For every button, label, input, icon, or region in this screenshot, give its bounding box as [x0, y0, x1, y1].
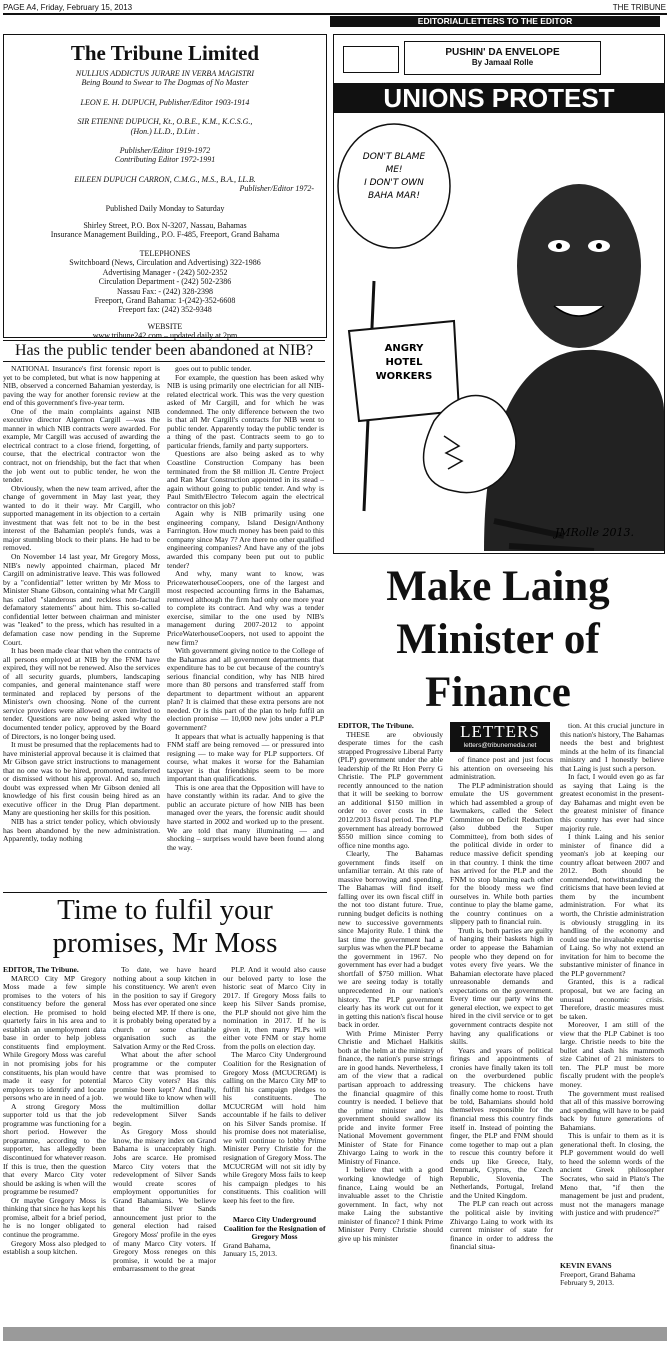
moss-column-2	[113, 966, 216, 1278]
paragraph: Gregory Moss also pledged to establish a soup kitchen.	[3, 1238, 106, 1257]
paragraph: Questions are also being asked as to why Coastline Construction Company has been terminated from the $8 million JL Centre Project and Ran Mar Construction appointed in its stead – again without going to public tender. And why is Paul Smith/Electro Telecom again the electrical contractor on this job?	[167, 449, 324, 510]
moss-date: January 15, 2013.	[223, 1249, 277, 1259]
strip-title: PUSHIN' DA ENVELOPE	[445, 47, 560, 58]
paragraph: EDITOR, The Tribune.	[338, 722, 414, 730]
paragraph: goes out to public tender.	[175, 365, 252, 373]
paragraph: tion. At this crucial juncture in this nation's history, The Bahamas needs the best and brightest minds at the helm of its financial ministry and I honestly believe that Laing is just such a person.	[560, 722, 664, 773]
moss-place: Grand Bahama,	[223, 1240, 271, 1250]
paragraph: With Prime Minister Perry Christie and Michael Halkitis both at the helm at the ministry of finance, the nation's purse strings are in good hands. Nevertheless, I am of the view that a radical partisan approach to addressing the financial quagmire of this country is needed. I believe that the prime minister and his government should swallow its pride and invite former Free National Movement government Minister of State for Finance Zhivargo Laing to work in the Ministry of Finance.	[338, 1028, 443, 1166]
paragraph: With government giving notice to the College of the Bahamas and all government departments that expenditure has to be cut because of the country's serious financial condition, why has NIB hired more than 80 persons and transferred staff from department to department without an apparent plan? It is claimed that these extra persons are not needed. Or is this part of the plan to help fulfil an election promise — 10,000 new jobs under a PLP government?	[167, 646, 324, 732]
laing-signer: KEVIN EVANS	[560, 1262, 612, 1270]
moss-signature	[223, 1216, 326, 1259]
paragraph: Moreover, I am still of the view that the PLP Cabinet is too large. Christie needs to bite the bullet and slash his mammoth size Cabinet of 21 ministers to ten. The PLP must be more fiscally prudent with the people's money.	[560, 1020, 664, 1089]
paragraph: The Marco City Underground Coalition for the Resignation of Gregory Moss (MCUCRGM) is calling on the Marco City MP to fulfill his campaign pledges to his constituents. The MCUCRGM will hold him accountable if he fails to deliver on his Silver Sands promise. If his promise does not materialise, we will continue to lobby Prime Minister Perry Christie for the resignation of Gregory Moss. The MCUCRGM will not sit idly by while Gregory Moss fails to keep his campaign pledges to his constituents. This coalition will keep his feet to the fire.	[223, 1050, 326, 1205]
paragraph: The PLP administration should emulate the US government which had assembled a group of lawmakers, called the Select Committee on Deficit Reduction (also dubbed the Super Committee), from both sides of the political divide in order to reduce massive deficit spending in that country. I think the time has arrived for the PLP and the FNM to stop blaming each other for the bloody mess we find ourselves in. While both parties continue to play the blame game, the country continues on a slippery path to financial ruin.	[450, 780, 553, 927]
paragraph: This is one area that the Opposition will have to have constantly within its radar. And to give the public an accurate picture of how NIB has been managed over the years, the forensic audit should have started in 2002 and worked up to the present. We are told that many illuminating — and shocking – surprises would have been found along the way.	[167, 782, 324, 852]
phone-line: Freeport fax: (242) 352-9348	[118, 305, 212, 315]
masthead-eileen-role: Publisher/Editor 1972-	[239, 184, 314, 194]
editorial-column-1	[3, 365, 160, 885]
laing-signature	[560, 1262, 664, 1288]
editorial-rule-bottom	[3, 361, 325, 362]
paragraph: A strong Gregory Moss supporter told us that the job programme was functioning for a short period. However the programme, according to the supporter, has allegedly been discontinued for whatever reason. If this is true, then the question that every Marco City voter should be asking is when will the programme be resumed?	[3, 1101, 106, 1197]
laing-headline-line-2: Minister of	[396, 616, 600, 663]
moss-headline-line-1: Time to fulfil your	[57, 894, 273, 926]
paragraph: I think Laing and his senior minister of finance did a yeoman's job at keeping our country afloat between 2007 and 2012. Both should be commended, notwithstanding the criticisms that have been levied at them by the incumbent administration. For what its worth, the Christie administration is obviously struggling in its handling of the economy and could use the invaluable expertise of Laing. So why not extend an invitation for him to become the substantive minister of finance in the PLP government?	[560, 832, 664, 978]
top-rule	[3, 13, 667, 15]
paragraph: This is unfair to them as it is generational theft. In closing, the PLP government would do well to heed the solemn words of the ancient Greek philosopher Socrates, who said in Plato's The Meno that, "if then the management be just and prudent, must not the managers manage with justice and with prudence?"	[560, 1131, 664, 1218]
laing-place: Freeport, Grand Bahama	[560, 1269, 636, 1279]
paragraph: As Gregory Moss should know, the misery index on Grand Bahama is unacceptably high. Jobs are scarce. He promised Marco City voters that the redevelopment of Silver Sands would create scores of employment opportunities for Grand Bahamians. We believe that the Silver Sands announcement just prior to the general election had raised Gregory Moss' profile in the eyes of many Marco City voters. If Gregory Moss reneges on this promise, it would be a major embarrassment to the great	[113, 1127, 216, 1274]
masthead-eileen: EILEEN DUPUCH CARRON, C.M.G., M.S., B.A., LL.B.	[74, 174, 256, 184]
phone-line: Advertising Manager - (242) 502-2352	[102, 267, 228, 277]
letters-box-title: LETTERS	[460, 722, 540, 741]
paragraph: It has been made clear that when the contracts of all persons employed at NIB by the FNM have expired, they will not be renewed. Also the services of all security guards, plumbers, landscaping companies, and general maintenance staff were terminated and replaced by persons of the Minister's own choosing. None of the current service providers were allowed or even invited to tender. Questions are now being asked why the documented tender policy, approved by the Board of Directors, is no longer being used.	[3, 646, 160, 741]
paragraph: Clearly, The Bahamas government finds itself on unfamiliar terrain. At this rate of massive borrowing and spending, The Bahamas will find itself falling over its own fiscal cliff in the not too distant future. True, running budget deficits is nothing new to successive governments since Majority Rule. I think the last time the government had a surplus was when the PLP became the government in 1967. No government has ever had a budget shortfall of $750 million. What we are seeing today is totally unprecedented in our nation's history. The PLP government clearly has its work cut out for it in getting this nation's fiscal house back in order.	[338, 849, 443, 1030]
cartoon-drawing	[334, 81, 664, 551]
paragraph: It appears that what is actually happening is that FNM staff are being removed — or pressured into resigning — to make way for PLP supporters. Of course, what makes it worse for the Bahamian taxpayer is that friendships seem to be more important than qualifications.	[167, 731, 324, 784]
masthead-founder: LEON E. H. DUPUCH, Publisher/Editor 1903-1914	[80, 97, 250, 107]
phone-line: Freeport, Grand Bahama: 1-(242)-352-6608	[94, 295, 236, 305]
paragraph: Years and years of political firings and appointments of cronies have finally taken its toll on the overburdened public treasury. The chickens have finally come home to roost. Truth be told, Bahamians should hold themselves responsible for the financial mess this country finds itself in. Instead of pointing the finger, the PLP and FNM should come together to map out a plan to rescue this country before it ends up like Greece, Italy, Denmark, Cyprus, the Czech Republic, Slovenia, The Netherlands, Portugal, Ireland and the United Kingdom.	[450, 1045, 553, 1200]
paper-name: THE TRIBUNE	[612, 3, 666, 12]
masthead-box	[3, 34, 327, 341]
cartoon-strip-header	[404, 41, 601, 75]
masthead-address: Shirley Street, P.O. Box N-3207, Nassau, Bahamas	[83, 221, 247, 231]
phone-line: Nassau Fax: - (242) 328-2398	[117, 286, 213, 296]
paragraph: To date, we have heard nothing about a soup kitchen in his constituency. We aren't even in the position to say if Gregory Moss has ever operated one since being elected MP. If there is one, it is probably being operated by a church or some charitable organisation such as the Salvation Army or the Red Cross.	[113, 966, 216, 1051]
paragraph: MARCO City MP Gregory Moss made a few simple promises to the voters of his constituency before the general election. He promised to hold quarterly fairs in his area and to establish an unemployment data base in order to help jobless constituents find employment. While Gregory Moss was careful in not promising jobs for his constituents, his plan would have made it easy for potential employers to identify and locate persons who are in need of a job.	[3, 973, 106, 1103]
section-banner: EDITORIAL/LETTERS TO THE EDITOR	[330, 16, 660, 27]
paragraph: I believe that with a good working knowledge of high finance, Laing would be an invaluable asset to the Christie government. In fact, why not make Laing the substantive minister of finance? I think Prime Minister Perry Christie should give up his minister	[338, 1165, 443, 1243]
masthead-published: Published Daily Monday to Saturday	[105, 203, 225, 213]
man-head	[517, 184, 641, 348]
cartoon-signature: JMRolle 2013.	[554, 526, 634, 539]
paragraph: Again why is NIB primarily using one engineering company, Island Design/Anthony Farrington. How much money has been paid to this company since May 7? Are there no other qualified engineering companies? And have any of the jobs awarded this company been put out to public tender?	[167, 509, 324, 570]
masthead-etienne-2: (Hon.) LL.D., D.Litt .	[130, 126, 200, 136]
paragraph: For example, the question has been asked why NIB is using primarily one electrician for all NIB-related electrical work. This was the very question asked of Mr Cargill, and for which he was condemned. The only difference between the two is that all Mr Cargill's contracts for NIB went to public tender. Apparently today the public tender is a thing of the past. Contracts seem to go to particular friends, family and party supporters.	[167, 372, 324, 450]
sign-text: ANGRY HOTEL WORKERS	[375, 343, 433, 382]
footer-bar	[3, 1327, 667, 1341]
editorial-headline: Has the public tender been abandoned at NIB?	[14, 342, 314, 359]
laing-headline	[333, 560, 663, 719]
telephones-heading: TELEPHONES	[139, 248, 191, 258]
paragraph: NIB has a strict tender policy, which obviously has been abandoned by the new administration. Apparently, today nothing	[3, 816, 160, 844]
letters-box-email[interactable]: letters@tribunemedia.net	[463, 742, 537, 749]
paragraph: It must be presumed that the replacements had to have ministerial approval because it is claimed that Mr Gibson gave strict instructions to management that no one was to be hired, promoted, transferred or dismissed without his approval. And so, much doubt was expressed when Mr Gibson denied all knowledge of his first cousin being hired as an executive officer in the Drug Plan department. Many are questioning her skills for this position.	[3, 740, 160, 818]
paragraph: Obviously, when the new team arrived, after the change of government in May last year, they wanted to do it their way. Mr Cargill, who supported management in its objection to a certain investment that was felt not to be in the best interest of the Bahamian people's funds, was a major stumbling block to their plans. He had to be removed.	[3, 483, 160, 553]
letters-box	[450, 722, 550, 752]
laing-headline-line-1: Make Laing	[386, 563, 610, 610]
paragraph: PLP. And it would also cause our beloved party to lose the historic seat of Marco City in 2017. If Gregory Moss fails to keep his Silver Sands promise, the PLP should not give him the nomination in 2017. If he is given it, then many PLPs will either vote FNM or stay home from the polls on election day.	[223, 966, 326, 1051]
moss-headline	[3, 894, 327, 960]
paragraph: On November 14 last year, Mr Gregory Moss, NIB's newly appointed chairman, placed Mr Cargill on administrative leave. This was followed by a "confidential" letter written by Mr Moss to Minister Shane Gibson, containing what Mr Cargill has called "slanderous and reckless non-factual defamatory statements" about him. This so-called confidential letter between chairman and minister was "leaked" to the press, which has resulted in a defamation case now pending in the Supreme Court.	[3, 552, 160, 647]
moss-headline-line-2: promises, Mr Moss	[52, 927, 278, 959]
laing-column-2	[450, 756, 553, 1278]
speech-bubble-text: DON'T BLAME ME! I DON'T OWN BAHA MAR!	[362, 152, 426, 201]
paragraph: NATIONAL Insurance's first forensic report is yet to be completed, but what is now happening at NIB, observed a concerned Bahamian yesterday, is paving the way for another forensic review at the end of this government's five-year term.	[3, 365, 160, 408]
paragraph: One of the main complaints against NIB executive director Algernon Cargill —was the manner in which NIB contracts were awarded. For example, Mr Cargill was accused of awarding the electrical contract to a close friend, forgetting, of course, that the electrical contractor won the contract, not on friendship, but the fact that when the job went out to public tender, he won the tender.	[3, 406, 160, 485]
masthead-title: The Tribune Limited	[70, 41, 260, 65]
paragraph: of finance post and just focus his attention on overseeing his administration.	[450, 756, 553, 782]
paragraph: The PLP can reach out across the political aisle by inviting Zhivargo Laing to work with its current minister of state for finance in order to address the financial situa-	[450, 1199, 553, 1252]
phone-line: Switchboard (News, Circulation and Advertising) 322-1986	[69, 258, 261, 268]
editorial-column-2	[167, 365, 324, 885]
masthead-etienne: SIR ETIENNE DUPUCH, Kt., O.B.E., K.M., K.C.S.G.,	[77, 117, 253, 127]
masthead-etienne-role: Publisher/Editor 1919-1972	[119, 146, 211, 156]
paragraph: The government must realised that all of this massive borrowing and spending will have to be paid back by future generations of Bahamians.	[560, 1088, 664, 1132]
laing-column-3	[560, 722, 664, 1262]
page-folio: PAGE A4, Friday, February 15, 2013	[3, 3, 133, 12]
moss-column-3	[223, 966, 326, 1214]
moss-column-1	[3, 966, 106, 1278]
paragraph: Granted, this is a radical proposal, but we are facing an unusual economic crisis. Therefore, drastic measures must be taken.	[560, 977, 664, 1021]
masthead-address-2: Insurance Management Building., P.O. F-485, Freeport, Grand Bahama	[50, 230, 280, 240]
paragraph: Or maybe Gregory Moss is thinking that since he has kept his promise, albeit for a brief period, he is no longer obligated to continue the programme.	[3, 1195, 106, 1239]
laing-date: February 9, 2013.	[560, 1278, 614, 1288]
masthead-motto: NULLIUS ADDICTUS JURARE IN VERBA MAGISTRI	[75, 69, 255, 78]
envelope-icon	[343, 46, 399, 73]
phone-line: Circulation Department - (242) 502-2386	[98, 277, 232, 287]
masthead-etienne-role-2: Contributing Editor 1972-1991	[114, 155, 216, 165]
moss-headline-rule	[3, 892, 327, 893]
paragraph: EDITOR, The Tribune.	[3, 966, 79, 974]
paragraph: What about the after school programme or the computer centre that was promised to Marco City voters? Has this promise been kept? And finally, we would like to know when will the multimillion dollar redevelopment Silver Sands begin.	[113, 1050, 216, 1128]
cartoon-banner-text: UNIONS PROTEST	[383, 83, 615, 113]
laing-column-1	[338, 722, 443, 1278]
paragraph: THESE are obviously desperate times for the cash strapped Progressive Liberal Party (PLP) government under the able leadership of the Rt Hon Perry G Christie. The PLP government recently announced to the nation that it will be seeking to borrow an additional $150 million in order to cover costs in the 2012/2013 fiscal period. The PLP government has already borrowed $550 million since coming to office nine months ago.	[338, 729, 443, 850]
website-link[interactable]: www.tribune242.com – updated daily at 2pm	[92, 331, 238, 341]
paragraph: And why, many want to know, was PricewaterhouseCoopers, one of the largest and most respected accounting firms in the Bahamas, removed although the firm had only one more year to complete its contract. And why was a tender exercise, similar to the one used by NIB's management during 2007-2012 to appoint PriceWaterhouseCoopers, not used to appoint the new firm?	[167, 569, 324, 647]
masthead-motto-translation: Being Bound to Swear to The Dogmas of No Master	[81, 78, 249, 88]
strip-byline: By Jamaal Rolle	[471, 58, 534, 67]
paragraph: Truth is, both parties are guilty of hanging their baskets high in order to appease the Bahamian people who they depend on for votes every five years. We the Bahamian electorate have placed unreasonable demands and expectations on the government. Every time our party wins the general election, we expect to get hired in the civil service or to get government contracts despite not having any qualifications or skills.	[450, 925, 553, 1047]
paragraph: In fact, I would even go as far as saying that Laing is the greatest economist in the present-day Bahamas and might even be the greatest minister of finance this country has ever had since majority rule.	[560, 772, 664, 833]
laing-headline-line-3: Finance	[425, 669, 571, 716]
cartoon-box	[333, 34, 665, 554]
moss-signer: Marco City Underground Coalition for the Resignation of Gregory Moss	[223, 1216, 326, 1242]
website-heading: WEBSITE	[147, 321, 183, 331]
